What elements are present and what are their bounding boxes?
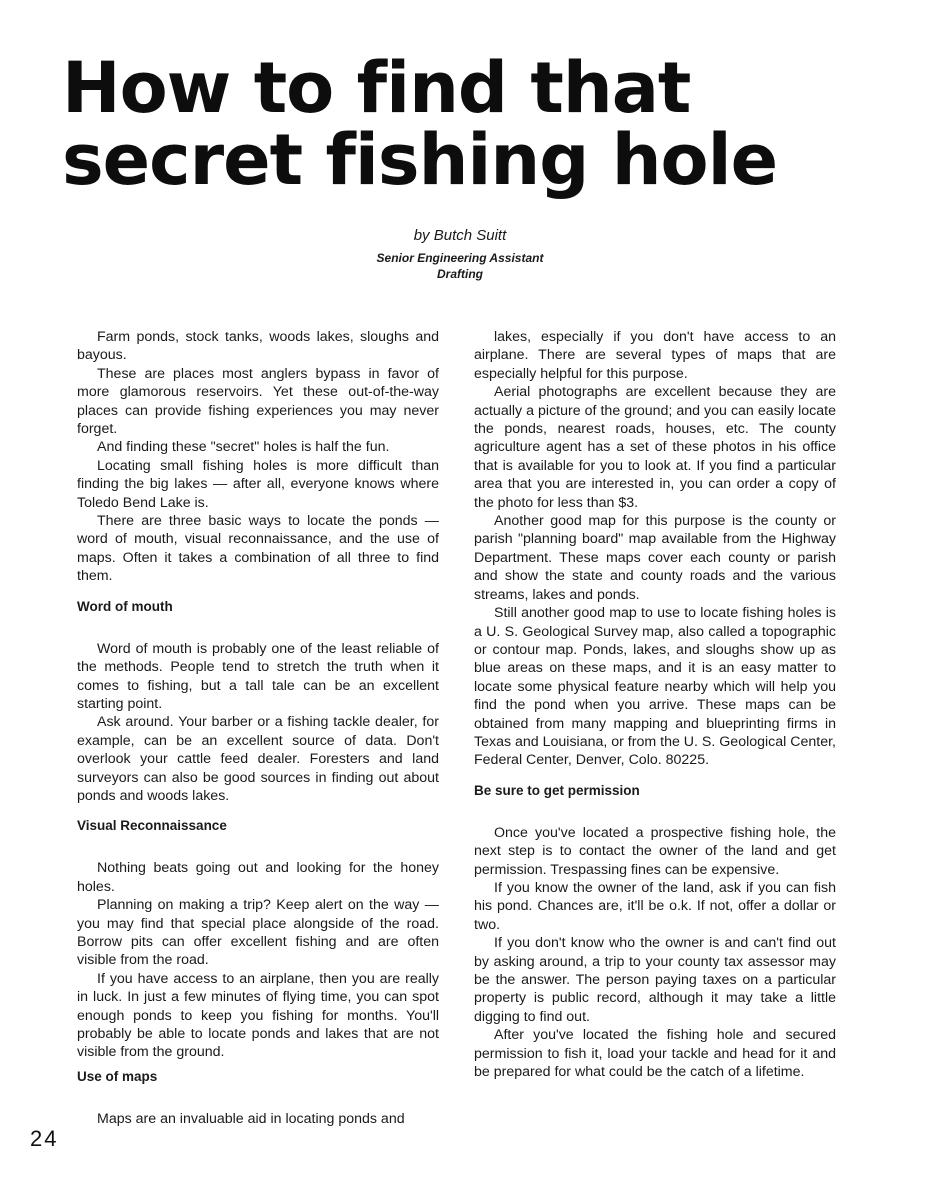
paragraph: And finding these "secret" holes is half the fun.: [97, 439, 390, 456]
right-column: [474, 328, 836, 1081]
title-line-2: secret fishing hole: [62, 119, 778, 201]
paragraph: Another good map for this purpose is the county or parish "planning board" map available from the Highway Department. These maps cover each county or parish and show the state and county roads and the various streams, lakes and ponds.: [474, 513, 836, 603]
author-role-line-2: Drafting: [437, 267, 483, 281]
paragraph: If you have access to an airplane, then you are really in luck. In just a few minutes of flying time, you can spot enough ponds to keep you fishing for months. You'll probably be able to locate ponds and lakes that are not visible from the ground.: [77, 970, 439, 1061]
section-heading-permission: Be sure to get permission: [474, 782, 640, 798]
article-title: [62, 47, 882, 201]
author-name: by Butch Suitt: [413, 227, 507, 244]
paragraph: Still another good map to use to locate fishing holes is a U. S. Geological Survey map, also called a topographic or contour map. Ponds, lakes, and sloughs show up as blue areas on these maps, and it is an easy matter to locate some physical feature nearby which will help you find the pond when you arrive. These maps can be obtained from many mapping and blueprinting firms in Texas and Louisiana, or from the U. S. Geological Center, Federal Center, Denver, Colo. 80225.: [474, 605, 836, 769]
section-heading-visual-reconnaissance: Visual Reconnaissance: [77, 818, 227, 834]
paragraph: After you've located the fishing hole and secured permission to fish it, load your tackle and head for it and be prepared for what could be the catch of a lifetime.: [474, 1027, 836, 1081]
paragraph: Farm ponds, stock tanks, woods lakes, sloughs and bayous.: [77, 329, 439, 364]
paragraph: Once you've located a prospective fishing hole, the next step is to contact the owner of the land and get permission. Trespassing fines can be expensive.: [474, 824, 836, 878]
page-number: 24: [30, 1126, 59, 1151]
author-role-line-1: Senior Engineering Assistant: [376, 251, 544, 265]
paragraph: If you don't know who the owner is and can't find out by asking around, a trip to your county tax assessor may be the answer. The person paying taxes on a particular property is public record, although it may take a little digging to find out.: [474, 935, 836, 1025]
paragraph: Planning on making a trip? Keep alert on the way — you may find that special place alongside of the road. Borrow pits can offer excellent fishing and are often visible from the road.: [77, 897, 439, 969]
paragraph: Ask around. Your barber or a fishing tackle dealer, for example, can be an excellent source of data. Don't overlook your cattle feed dealer. Foresters and land surveyors can also be good sources in finding out about ponds and woods lakes.: [77, 714, 439, 804]
paragraph: lakes, especially if you don't have access to an airplane. There are several types of maps that are especially helpful for this purpose.: [474, 329, 836, 382]
paragraph: Locating small fishing holes is more difficult than finding the big lakes — after all, everyone knows where Toledo Bend Lake is.: [77, 457, 439, 511]
paragraph: If you know the owner of the land, ask if you can fish his pond. Chances are, it'll be o.k. If not, offer a dollar or two.: [474, 879, 836, 933]
left-column: [77, 328, 439, 1128]
byline: [300, 226, 620, 282]
paragraph: Nothing beats going out and looking for the honey holes.: [77, 860, 439, 895]
paragraph: There are three basic ways to locate the ponds — word of mouth, visual reconnaissance, and the use of maps. Often it takes a combination of all three to find them.: [77, 513, 439, 585]
paragraph: These are places most anglers bypass in favor of more glamorous reservoirs. Yet these out-of-the-way places can provide fishing experiences you may never forget.: [77, 365, 439, 438]
title-line-1: How to find that: [62, 47, 691, 129]
paragraph: Maps are an invaluable aid in locating ponds and: [97, 1110, 405, 1127]
paragraph: Aerial photographs are excellent because they are actually a picture of the ground; and you can easily locate the ponds, nearest roads, houses, etc. The county agriculture agent has a set of these photos in his office that is available for you to look at. If you find a particular area that you are interested in, you can order a copy of the photo for less than $3.: [474, 384, 836, 511]
paragraph: Word of mouth is probably one of the least reliable of the methods. People tend to stretch the truth when it comes to fishing, but a tall tale can be an excellent starting point.: [77, 640, 439, 712]
section-heading-word-of-mouth: Word of mouth: [77, 598, 173, 614]
section-heading-use-of-maps: Use of maps: [77, 1068, 158, 1084]
